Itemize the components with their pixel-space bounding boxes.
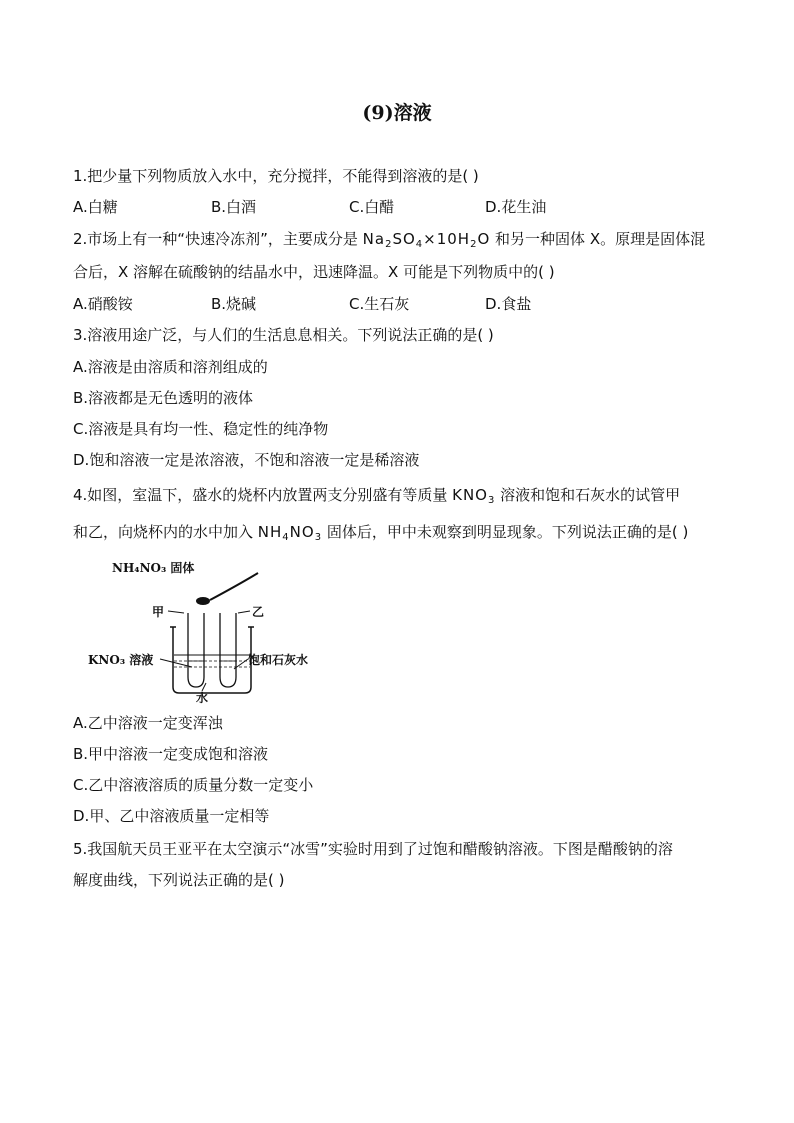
q1-option-a: A.白糖 <box>73 198 118 216</box>
q4-formula-nh: NH <box>257 523 283 541</box>
q4-stem-line1 <box>73 485 680 505</box>
q1-option-c: C.白醋 <box>349 198 395 216</box>
q3-option-d: D.饱和溶液一定是浓溶液，不饱和溶液一定是稀溶液 <box>73 451 420 469</box>
q4-stem-part1: 4.如图，室温下，盛水的烧杯内放置两支分别盛有等质量 <box>73 486 448 504</box>
q2-formula-x10h: ×10H <box>423 230 471 248</box>
q4-formula-no: NO <box>289 523 315 541</box>
beaker-outline <box>173 627 251 693</box>
q2-stem-part2: 和另一种固体 X。原理是固体混 <box>495 230 706 248</box>
q2-option-b: B.烧碱 <box>211 295 257 313</box>
q4-stem-line2 <box>73 522 688 542</box>
figure-label-solid: NH₄NO₃ 固体 <box>112 561 195 575</box>
spoon-handle <box>210 573 258 600</box>
q4-option-c: C.乙中溶液溶质的质量分数一定变小 <box>73 776 314 794</box>
q4-figure <box>88 555 328 705</box>
q1-option-b: B.白酒 <box>211 198 257 216</box>
q2-formula-o: O <box>477 230 491 248</box>
figure-label-kno3: KNO₃ 溶液 <box>88 653 154 667</box>
figure-label-yi: 乙 <box>252 605 265 619</box>
test-tube-yi <box>220 613 236 687</box>
q4-formula-sub-3: 3 <box>487 495 496 506</box>
q2-formula-sub-2: 2 <box>385 239 393 250</box>
q2-formula-so: SO <box>392 230 416 248</box>
q4-stem-part2: 溶液和饱和石灰水的试管甲 <box>500 486 681 504</box>
q4-option-b: B.甲中溶液一定变成饱和溶液 <box>73 745 269 763</box>
q4-option-d: D.甲、乙中溶液质量一定相等 <box>73 807 270 825</box>
q4-formula-nh4no3 <box>258 523 322 541</box>
q4-option-a: A.乙中溶液一定变浑浊 <box>73 714 223 732</box>
q2-stem-part1: 2.市场上有一种“快速冷冻剂”，主要成分是 <box>73 230 358 248</box>
figure-label-jia: 甲 <box>152 605 165 619</box>
q3-option-c: C.溶液是具有均一性、稳定性的纯净物 <box>73 420 329 438</box>
q5-stem-line1: 5.我国航天员王亚平在太空演示“冰雪”实验时用到了过饱和醋酸钠溶液。下图是醋酸钠的溶 <box>73 840 673 858</box>
page-title: (9)溶液 <box>362 102 432 124</box>
q3-option-b: B.溶液都是无色透明的液体 <box>73 389 254 407</box>
q2-formula <box>363 230 491 248</box>
q4-formula-kno3 <box>452 486 495 504</box>
beaker-diagram <box>88 555 328 705</box>
q3-stem: 3.溶液用途广泛，与人们的生活息息相关。下列说法正确的是( ) <box>73 326 494 344</box>
q2-option-d: D.食盐 <box>485 295 532 313</box>
q2-option-c: C.生石灰 <box>349 295 410 313</box>
q1-option-d: D.花生油 <box>485 198 547 216</box>
q4-stem-line2-part1: 和乙，向烧杯内的水中加入 <box>73 523 254 541</box>
q2-stem-line1 <box>73 229 705 249</box>
q3-option-a: A.溶液是由溶质和溶剂组成的 <box>73 358 268 376</box>
figure-label-lime: 饱和石灰水 <box>248 653 309 667</box>
q2-option-a: A.硝酸铵 <box>73 295 133 313</box>
q4-formula-sub-4: 4 <box>282 532 290 543</box>
q5-stem-line2: 解度曲线，下列说法正确的是( ) <box>73 871 285 889</box>
q2-formula-sub-2b: 2 <box>470 239 478 250</box>
q2-stem-line2: 合后，X 溶解在硫酸钠的结晶水中，迅速降温。X 可能是下列物质中的( ) <box>73 263 555 281</box>
q4-formula-kno: KNO <box>452 486 488 504</box>
q4-stem-line2-part2: 固体后，甲中未观察到明显现象。下列说法正确的是( ) <box>326 523 689 541</box>
q2-formula-na: Na <box>362 230 386 248</box>
q2-formula-sub-4: 4 <box>415 239 424 250</box>
figure-label-water: 水 <box>196 691 209 705</box>
q1-stem: 1.把少量下列物质放入水中，充分搅拌，不能得到溶液的是( ) <box>73 167 479 185</box>
spoon-bowl <box>196 597 210 605</box>
q4-formula-sub-3b: 3 <box>314 532 323 543</box>
test-tube-jia <box>188 613 204 687</box>
